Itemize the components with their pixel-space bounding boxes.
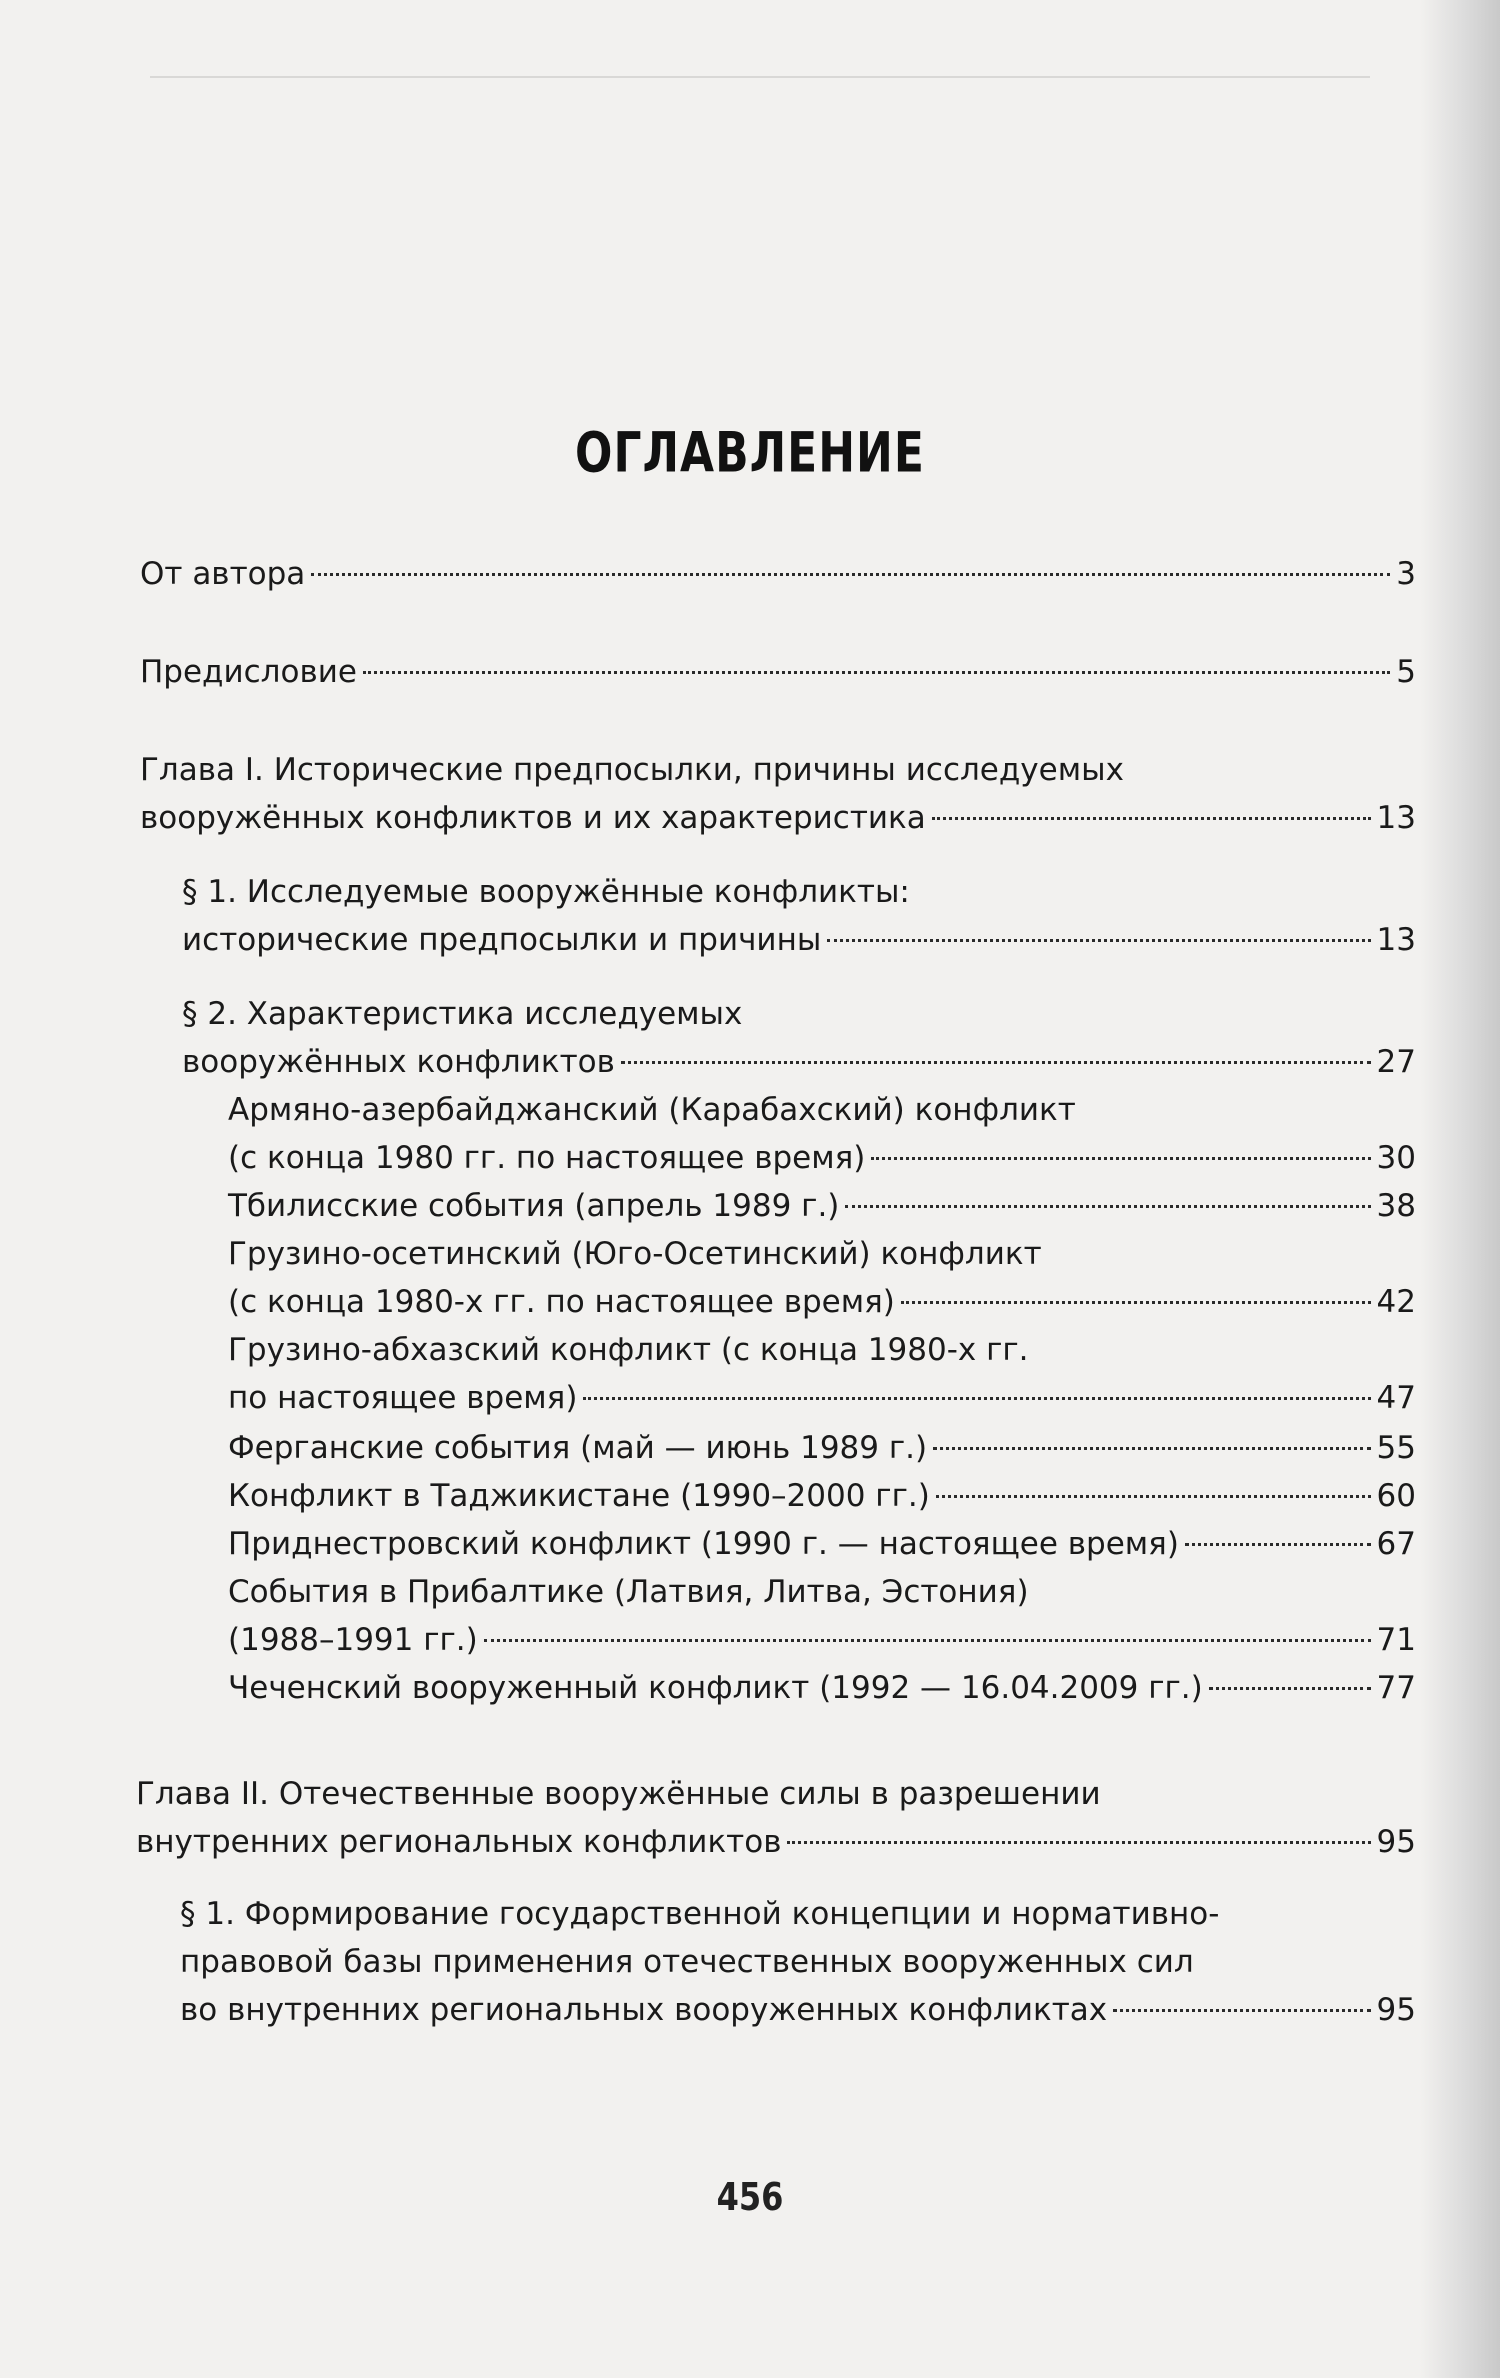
toc-entry — [140, 550, 1416, 598]
leader-dots — [901, 1301, 1371, 1304]
toc-entry — [140, 648, 1416, 696]
toc-entry-section — [182, 990, 1416, 1086]
leader-dots — [621, 1061, 1371, 1064]
leader-dots — [827, 939, 1370, 942]
toc-entry-page: 13 — [1376, 800, 1416, 836]
toc-entry-page: 77 — [1376, 1670, 1416, 1706]
leader-dots — [1185, 1543, 1371, 1546]
toc-entry-page: 30 — [1376, 1140, 1416, 1176]
leader-dots — [845, 1205, 1370, 1208]
toc-entry-page: 47 — [1376, 1380, 1416, 1416]
toc-entry-line: § 2. Характеристика исследуемых — [182, 996, 743, 1032]
toc-entry-page: 95 — [1376, 1992, 1416, 2028]
toc-entry-line: Грузино-абхазский конфликт (с конца 1980-х гг. — [228, 1332, 1029, 1368]
toc-entry-section — [182, 868, 1416, 964]
running-header-rule — [150, 76, 1370, 78]
toc-entry-line: § 1. Исследуемые вооружённые конфликты: — [182, 874, 910, 910]
toc-entry-chapter — [136, 1770, 1416, 1866]
toc-entry-subsection — [228, 1520, 1416, 1568]
toc-entry-title: (1988–1991 гг.) — [228, 1622, 478, 1658]
toc-entry-page: 60 — [1376, 1478, 1416, 1514]
leader-dots — [933, 1447, 1370, 1450]
leader-dots — [871, 1157, 1370, 1160]
leader-dots — [1113, 2009, 1370, 2012]
toc-entry-page: 71 — [1376, 1622, 1416, 1658]
toc-entry-title: Ферганские события (май — июнь 1989 г.) — [228, 1430, 928, 1466]
toc-entry-title: (с конца 1980-х гг. по настоящее время) — [228, 1284, 895, 1320]
toc-entry-chapter — [140, 746, 1416, 842]
toc-entry-page: 27 — [1376, 1044, 1416, 1080]
leader-dots — [787, 1841, 1370, 1844]
toc-entry-title: Конфликт в Таджикистане (1990–2000 гг.) — [228, 1478, 930, 1514]
toc-entry-title: Приднестровский конфликт (1990 г. — настоящее время) — [228, 1526, 1179, 1562]
toc-entry-page: 38 — [1376, 1188, 1416, 1224]
leader-dots — [311, 573, 1390, 576]
toc-entry-title: вооружённых конфликтов — [182, 1044, 615, 1080]
page-title: ОГЛАВЛЕНИЕ — [575, 421, 925, 486]
toc-entry-subsection — [228, 1086, 1416, 1182]
leader-dots — [936, 1495, 1371, 1498]
toc-entry-line: Глава II. Отечественные вооружённые силы в разрешении — [136, 1776, 1101, 1812]
toc-entry-subsection — [228, 1326, 1416, 1422]
toc-entry-title: (с конца 1980 гг. по настоящее время) — [228, 1140, 866, 1176]
toc-entry-page: 3 — [1396, 556, 1416, 592]
toc-entry-line: Армяно-азербайджанский (Карабахский) конфликт — [228, 1092, 1076, 1128]
toc-entry-subsection — [228, 1424, 1416, 1472]
toc-entry-page: 5 — [1396, 654, 1416, 690]
show-through-text — [138, 130, 1428, 370]
page-number: 456 — [716, 2174, 784, 2220]
toc-entry-line: правовой базы применения отечественных вооруженных сил — [180, 1944, 1194, 1980]
toc-entry-title: внутренних региональных конфликтов — [136, 1824, 782, 1860]
toc-entry-page: 67 — [1376, 1526, 1416, 1562]
toc-entry-subsection — [228, 1230, 1416, 1326]
toc-entry-title: во внутренних региональных вооруженных конфликтах — [180, 1992, 1108, 2028]
toc-entry-line: События в Прибалтике (Латвия, Литва, Эстония) — [228, 1574, 1029, 1610]
toc-entry-subsection — [228, 1568, 1416, 1664]
toc-entry-subsection — [228, 1182, 1416, 1230]
toc-entry-line: § 1. Формирование государственной концепции и нормативно- — [180, 1896, 1220, 1932]
toc-entry-page: 42 — [1376, 1284, 1416, 1320]
toc-entry-line: Глава I. Исторические предпосылки, причины исследуемых — [140, 752, 1124, 788]
leader-dots — [932, 817, 1371, 820]
toc-entry-title: вооружённых конфликтов и их характеристика — [140, 800, 926, 836]
toc-entry-page: 13 — [1376, 922, 1416, 958]
toc-entry-title: Предисловие — [140, 654, 357, 690]
toc-entry-page: 95 — [1376, 1824, 1416, 1860]
toc-entry-subsection — [228, 1472, 1416, 1520]
leader-dots — [484, 1639, 1371, 1642]
toc-entry-title: Чеченский вооруженный конфликт (1992 — 16.04.2009 гг.) — [228, 1670, 1203, 1706]
leader-dots — [1209, 1687, 1371, 1690]
toc-entry-title: по настоящее время) — [228, 1380, 578, 1416]
toc-entry-section — [180, 1890, 1416, 2034]
toc-entry-title: От автора — [140, 556, 306, 592]
toc-entry-title: Тбилисские события (апрель 1989 г.) — [228, 1188, 840, 1224]
page-edge-shadow — [1420, 0, 1500, 2378]
toc-entry-title: исторические предпосылки и причины — [182, 922, 822, 958]
leader-dots — [363, 671, 1390, 674]
toc-entry-subsection — [228, 1664, 1416, 1712]
leader-dots — [583, 1397, 1370, 1400]
toc-entry-page: 55 — [1376, 1430, 1416, 1466]
toc-entry-line: Грузино-осетинский (Юго-Осетинский) конфликт — [228, 1236, 1042, 1272]
